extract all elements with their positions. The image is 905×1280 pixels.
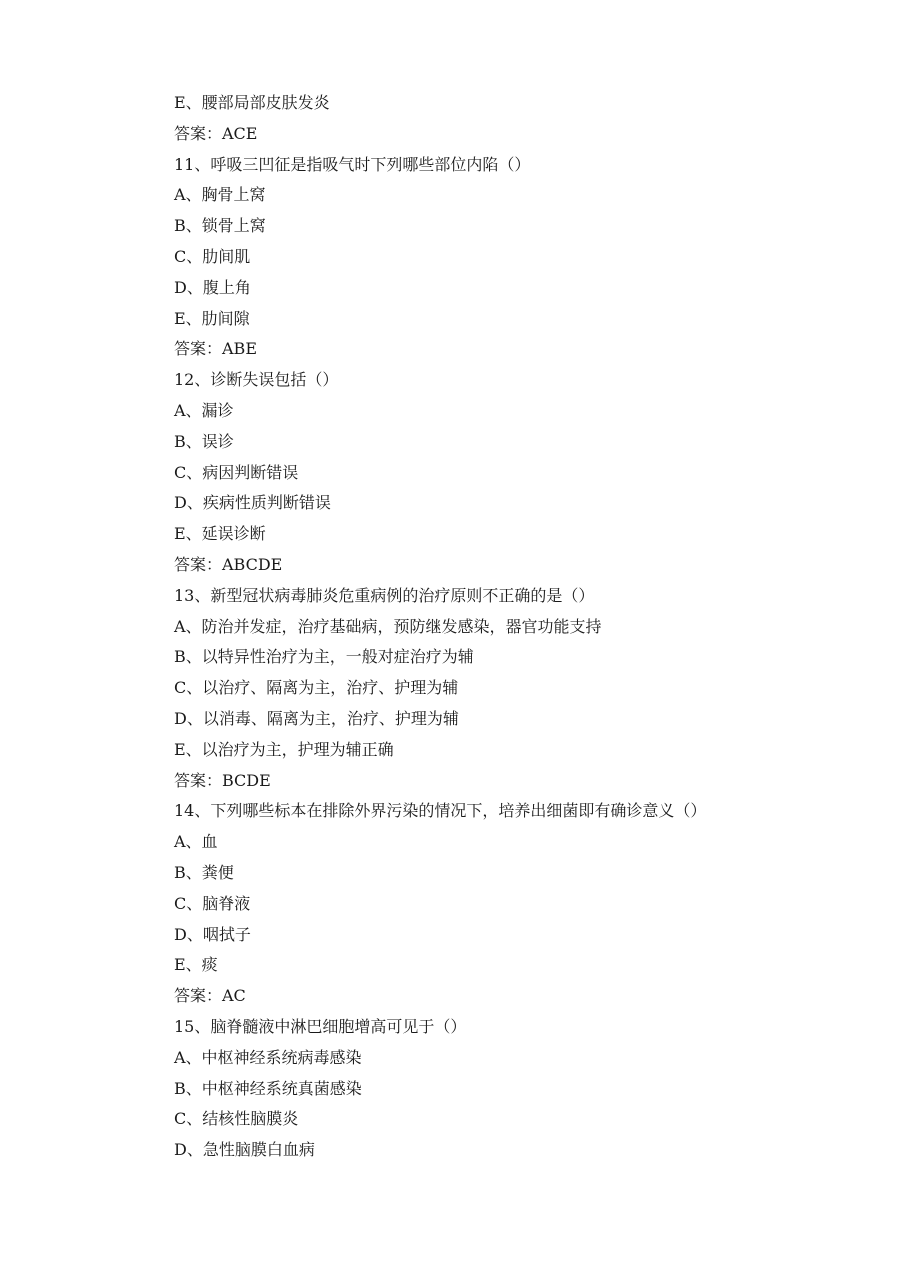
option-d: D、疾病性质判断错误 xyxy=(174,493,331,513)
answer-line: 答案：AC xyxy=(174,986,246,1006)
option-d: D、咽拭子 xyxy=(174,924,251,944)
question-11: 11、呼吸三凹征是指吸气时下列哪些部位内陷（） xyxy=(174,154,531,174)
option-b: B、中枢神经系统真菌感染 xyxy=(174,1078,362,1098)
option-b: B、锁骨上窝 xyxy=(174,216,266,236)
option-c: C、以治疗、隔离为主，治疗、护理为辅 xyxy=(174,678,459,698)
document-body xyxy=(174,88,874,1166)
option-c: C、病因判断错误 xyxy=(174,462,299,482)
question-14: 14、下列哪些标本在排除外界污染的情况下，培养出细菌即有确诊意义（） xyxy=(174,801,707,821)
option-a: A、胸骨上窝 xyxy=(174,185,266,205)
answer-line: 答案：ABCDE xyxy=(174,554,283,574)
option-e: E、以治疗为主，护理为辅正确 xyxy=(174,739,394,759)
option-a: A、防治并发症，治疗基础病，预防继发感染，器官功能支持 xyxy=(174,616,602,636)
option-e: E、腰部局部皮肤发炎 xyxy=(174,93,330,112)
question-15: 15、脑脊髓液中淋巴细胞增高可见于（） xyxy=(174,1016,467,1036)
option-d: D、急性脑膜白血病 xyxy=(174,1140,315,1160)
answer-line: 答案：ABE xyxy=(174,339,257,359)
option-a: A、中枢神经系统病毒感染 xyxy=(174,1047,362,1067)
option-b: B、粪便 xyxy=(174,862,234,882)
option-c: C、结核性脑膜炎 xyxy=(174,1109,299,1129)
option-a: A、血 xyxy=(174,832,218,852)
option-b: B、误诊 xyxy=(174,431,234,451)
answer-line: 答案：BCDE xyxy=(174,770,271,790)
option-e: E、延误诊断 xyxy=(174,524,266,544)
answer-line: 答案：ACE xyxy=(174,123,258,143)
option-e: E、痰 xyxy=(174,955,218,975)
option-b: B、以特异性治疗为主，一般对症治疗为辅 xyxy=(174,647,474,667)
question-12: 12、诊断失误包括（） xyxy=(174,370,339,390)
option-d: D、以消毒、隔离为主，治疗、护理为辅 xyxy=(174,708,459,728)
question-13: 13、新型冠状病毒肺炎危重病例的治疗原则不正确的是（） xyxy=(174,585,595,605)
option-d: D、腹上角 xyxy=(174,277,251,297)
option-c: C、脑脊液 xyxy=(174,893,251,913)
option-a: A、漏诊 xyxy=(174,400,234,420)
option-e: E、肋间隙 xyxy=(174,308,250,328)
option-c: C、肋间肌 xyxy=(174,246,251,266)
